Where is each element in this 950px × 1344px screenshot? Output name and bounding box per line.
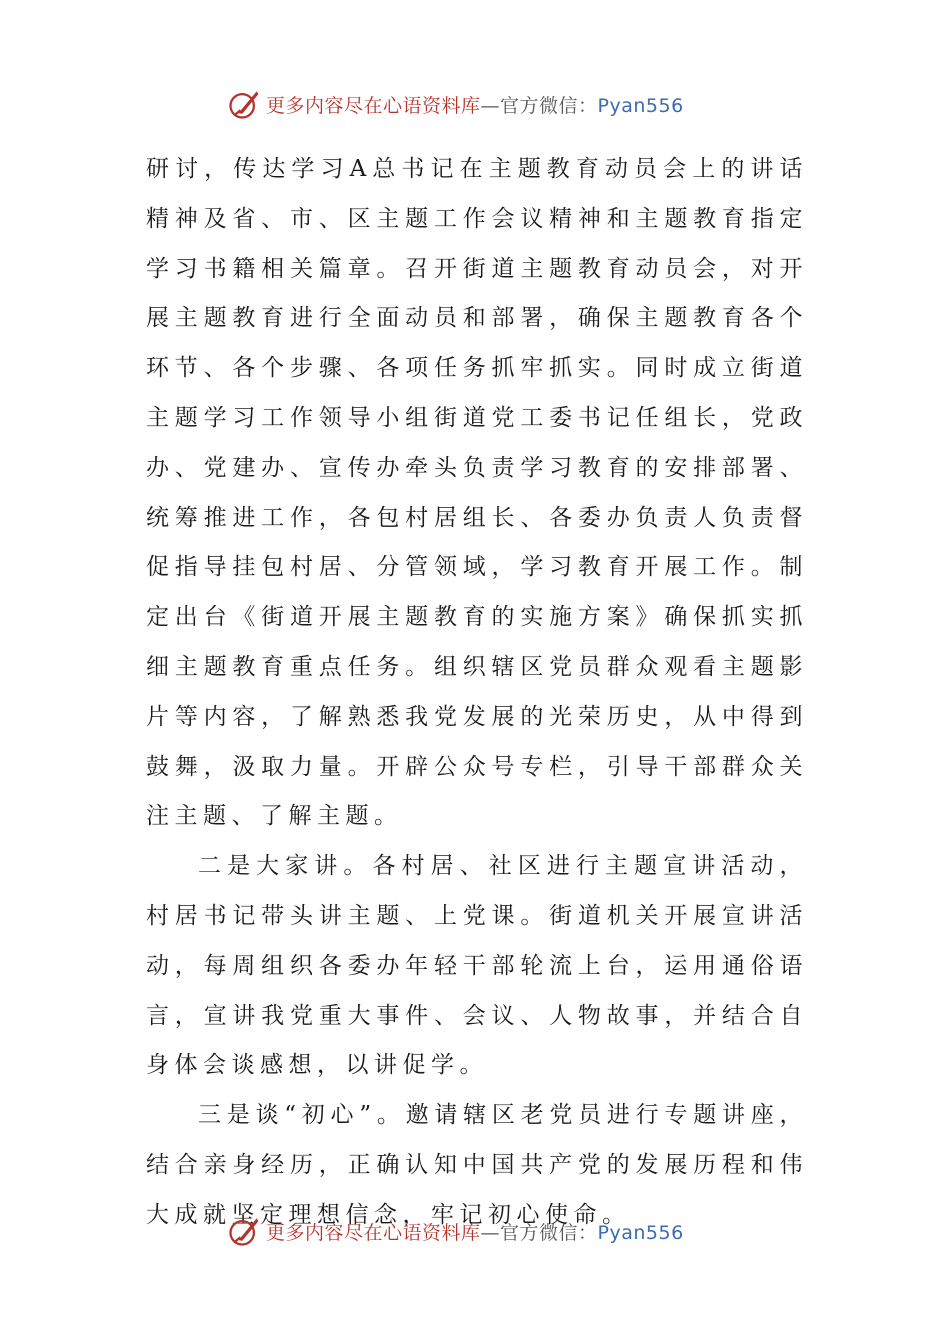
header-watermark	[226, 84, 746, 124]
watermark-text: 更多内容尽在心语资料库—官方微信：Pyan556	[266, 1221, 684, 1244]
watermark-text: 更多内容尽在心语资料库—官方微信：Pyan556	[266, 94, 684, 117]
paragraph-third-point: 三是谈“初心”。邀请辖区老党员进行专题讲座，结合亲身经历，正确认知中国共产党的发展历程和伟大成就坚定理想信念，牢记初心使命。	[146, 1102, 808, 1228]
quill-logo-icon	[226, 1213, 262, 1249]
footer-watermark	[226, 1211, 746, 1251]
paragraph-continued: 研讨，传达学习A总书记在主题教育动员会上的讲话精神及省、市、区主题工作会议精神和主题教育指定学习书籍相关篇章。召开街道主题教育动员会，对开展主题教育进行全面动员和部署，确保主题教育各个环节、各个步骤、各项任务抓牢抓实。同时成立街道主题学习工作领导小组街道党工委书记任组长，党政办、党建办、宣传办牵头负责学习教育的安排部署、统筹推进工作，各包村居组长、各委办负责人负责督促指导挂包村居、分管领域，学习教育开展工作。制定出台《街道开展主题教育的实施方案》确保抓实抓细主题教育重点任务。组织辖区党员群众观看主题影片等内容，了解熟悉我党发展的光荣历史，从中得到鼓舞，汲取力量。开辟公众号专栏，引导干部群众关注主题、了解主题。	[146, 156, 808, 830]
paragraph-second-point: 二是大家讲。各村居、社区进行主题宣讲活动，村居书记带头讲主题、上党课。街道机关开展宣讲活动，每周组织各委办年轻干部轮流上台，运用通俗语言，宣讲我党重大事件、会议、人物故事，并结合自身体会谈感想，以讲促学。	[146, 853, 808, 1079]
quill-logo-icon	[226, 86, 262, 122]
document-body	[146, 145, 808, 1241]
